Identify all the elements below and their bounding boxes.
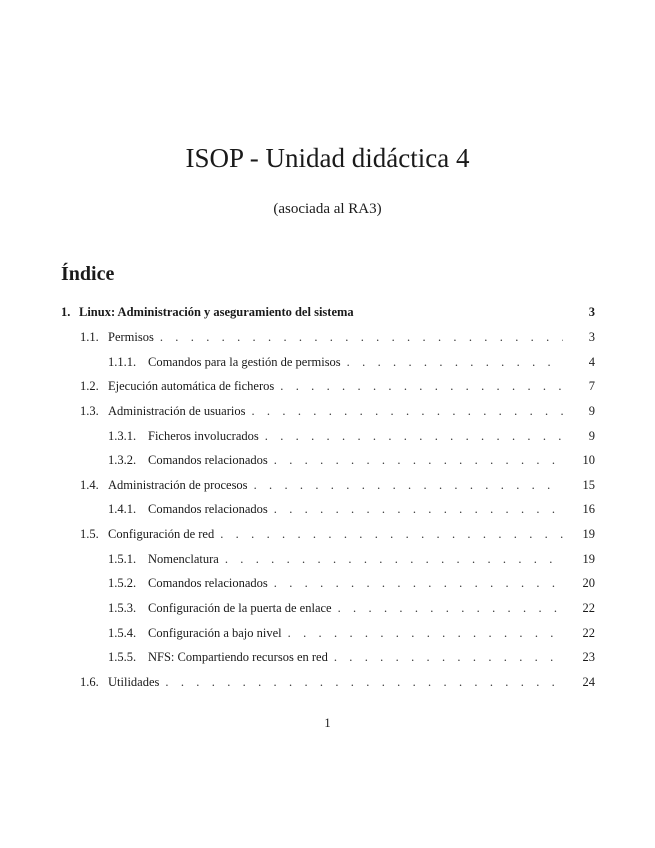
toc-entry-1[interactable] bbox=[61, 303, 595, 321]
toc-entry-page: 9 bbox=[588, 404, 595, 418]
toc-entry-number: 1.5.3. bbox=[108, 601, 137, 615]
toc-entry-page: 20 bbox=[582, 576, 595, 590]
toc-entry-1-2[interactable] bbox=[80, 377, 595, 395]
toc-entry-number: 1.5.2. bbox=[108, 576, 137, 590]
document-subtitle: (asociada al RA3) bbox=[273, 201, 382, 217]
toc-entry-title: Comandos relacionados bbox=[148, 502, 268, 516]
toc-dot-leader bbox=[274, 451, 563, 469]
toc-dot-leader bbox=[274, 574, 563, 592]
toc-dot-leader bbox=[280, 377, 563, 395]
toc-entry-page: 22 bbox=[582, 601, 595, 615]
toc-entry-number: 1.5.1. bbox=[108, 552, 137, 566]
toc-dot-leader bbox=[165, 673, 563, 691]
toc-entry-page: 10 bbox=[582, 453, 595, 467]
toc-entry-title: Configuración de red bbox=[108, 527, 215, 541]
toc-entry-title: Administración de usuarios bbox=[108, 404, 246, 418]
toc-dot-leader bbox=[347, 353, 563, 371]
toc-entry-title: Ficheros involucrados bbox=[148, 429, 259, 443]
toc-entry-number: 1.3.2. bbox=[108, 453, 137, 467]
toc-entry-page: 19 bbox=[582, 552, 595, 566]
toc-entry-1-1-1[interactable] bbox=[108, 353, 595, 371]
toc-entry-1-1[interactable] bbox=[80, 328, 595, 346]
toc-entry-1-6[interactable] bbox=[80, 673, 595, 691]
toc-entry-title: Linux: Administración y aseguramiento del sistema bbox=[79, 305, 354, 319]
toc-dot-leader bbox=[220, 525, 563, 543]
toc-dot-leader bbox=[251, 402, 563, 420]
toc-entry-title: Configuración de la puerta de enlace bbox=[148, 601, 332, 615]
toc-entry-page: 7 bbox=[588, 379, 595, 393]
toc-entry-title: Ejecución automática de ficheros bbox=[108, 379, 275, 393]
toc-dot-leader bbox=[338, 599, 563, 617]
toc-entry-number: 1.2. bbox=[80, 379, 99, 393]
toc-dot-leader bbox=[334, 648, 563, 666]
toc-dot-leader bbox=[254, 476, 563, 494]
toc-entry-title: Configuración a bajo nivel bbox=[148, 626, 282, 640]
toc-entry-title: Comandos relacionados bbox=[148, 576, 268, 590]
toc-entry-title: Utilidades bbox=[108, 675, 160, 689]
toc-heading: Índice bbox=[61, 263, 115, 285]
toc-entry-number: 1.5.4. bbox=[108, 626, 137, 640]
toc-entry-page: 3 bbox=[588, 330, 595, 344]
page-number: 1 bbox=[324, 716, 331, 730]
toc-entry-number: 1.1.1. bbox=[108, 355, 137, 369]
toc-entry-page: 4 bbox=[588, 355, 595, 369]
toc-entry-number: 1.4.1. bbox=[108, 502, 137, 516]
toc-entry-number: 1.3. bbox=[80, 404, 99, 418]
toc-dot-leader bbox=[160, 328, 563, 346]
toc-entry-1-4[interactable] bbox=[80, 476, 595, 494]
toc-dot-leader bbox=[265, 427, 563, 445]
document-title: ISOP - Unidad didáctica 4 bbox=[185, 143, 470, 173]
toc-entry-page: 15 bbox=[582, 478, 595, 492]
toc-entry-page: 9 bbox=[588, 429, 595, 443]
toc-entry-page: 24 bbox=[582, 675, 595, 689]
toc-entry-1-5-5[interactable] bbox=[108, 648, 595, 666]
toc-entry-page: 16 bbox=[582, 502, 595, 516]
toc-entry-1-3-1[interactable] bbox=[108, 427, 595, 445]
toc-dot-leader bbox=[274, 500, 563, 518]
toc-entry-page: 22 bbox=[582, 626, 595, 640]
toc-entry-number: 1.5. bbox=[80, 527, 99, 541]
toc-entry-1-5-3[interactable] bbox=[108, 599, 595, 617]
toc-entry-title: Administración de procesos bbox=[108, 478, 248, 492]
toc-entry-number: 1.1. bbox=[80, 330, 99, 344]
toc-entry-1-5-1[interactable] bbox=[108, 550, 595, 568]
toc-entry-1-3[interactable] bbox=[80, 402, 595, 420]
toc-entry-number: 1.3.1. bbox=[108, 429, 137, 443]
toc-entry-title: Comandos relacionados bbox=[148, 453, 268, 467]
toc-entry-page: 3 bbox=[588, 305, 595, 319]
toc-entry-number: 1.5.5. bbox=[108, 650, 137, 664]
toc-entry-title: Comandos para la gestión de permisos bbox=[148, 355, 341, 369]
toc-entry-1-3-2[interactable] bbox=[108, 451, 595, 469]
toc-entry-page: 23 bbox=[582, 650, 595, 664]
toc-entry-1-5-4[interactable] bbox=[108, 624, 595, 642]
toc-entry-number: 1.4. bbox=[80, 478, 99, 492]
toc-entry-title: Permisos bbox=[108, 330, 154, 344]
toc-entry-title: NFS: Compartiendo recursos en red bbox=[148, 650, 328, 664]
toc-entry-number: 1. bbox=[61, 305, 71, 319]
toc-dot-leader bbox=[288, 624, 563, 642]
toc-entry-number: 1.6. bbox=[80, 675, 99, 689]
toc-dot-leader bbox=[225, 550, 563, 568]
toc-entry-1-4-1[interactable] bbox=[108, 500, 595, 518]
toc-entry-1-5-2[interactable] bbox=[108, 574, 595, 592]
toc-entry-title: Nomenclatura bbox=[148, 552, 219, 566]
toc-entry-page: 19 bbox=[582, 527, 595, 541]
toc-entry-1-5[interactable] bbox=[80, 525, 595, 543]
